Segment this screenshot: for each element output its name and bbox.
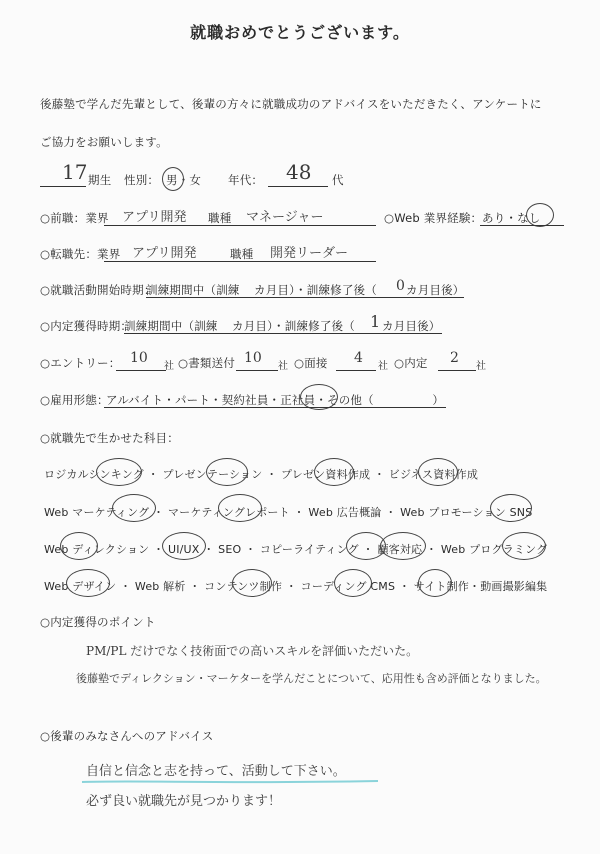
web-experience-nashi-circle	[526, 203, 554, 227]
entry-value: 10	[130, 350, 148, 366]
advice-line-2: 必ず良い就職先が見つかります！	[86, 794, 282, 809]
offer-time-underline	[124, 333, 442, 334]
subject-row-4: Web デザイン ・ Web 解析 ・ コンテンツ制作 ・ コーディング CMS ・ サイト制作・動画撮影編集	[44, 580, 548, 593]
web-experience-underline	[480, 225, 564, 226]
employment-underline	[104, 407, 446, 408]
intro-line-1: 後藤塾で学んだ先輩として、後輩の方々に就職成功のアドバイスをいただきたく、アンケートに	[40, 97, 542, 111]
subject-circle-contents	[232, 569, 272, 597]
term-value: 17	[62, 160, 88, 184]
subject-circle-web-design	[66, 569, 110, 597]
advice-line-1: 自信と信念と志を持って、活動して下さい。	[86, 764, 346, 779]
offer-time-text-c: カ月目後）	[382, 319, 441, 333]
term-label: 期生	[88, 173, 112, 187]
subject-circle-presen-docs	[314, 458, 354, 486]
subject-circle-logical	[96, 458, 142, 486]
subject-circle-coding	[334, 569, 372, 597]
new-job-type-value: 開発リーダー	[270, 246, 349, 261]
points-heading: ○内定獲得のポイント	[40, 615, 156, 629]
entry-label: ○エントリー：	[40, 356, 121, 370]
offer-time-label: ○内定獲得時期：	[40, 319, 133, 333]
job-hunt-start-value: 0	[396, 278, 405, 294]
new-job-underline	[104, 261, 376, 262]
offer-count-underline	[438, 370, 476, 371]
subject-circle-web-direction	[60, 532, 98, 560]
offer-count-value: 2	[450, 350, 459, 366]
subject-circle-presentation	[206, 458, 248, 486]
new-job-type-label: 職種	[230, 247, 254, 261]
job-hunt-start-text-a: 訓練期間中（訓練	[146, 283, 240, 297]
subject-row-1: ロジカルシンキング ・ プレゼンテーション ・ プレゼン資料作成 ・ ビジネス資料作成	[44, 468, 479, 481]
web-experience-label: ○Web 業界経験：	[384, 211, 483, 225]
age-underline	[268, 186, 328, 187]
term-underline	[40, 186, 86, 187]
subject-circle-site	[418, 569, 452, 597]
page-title: 就職おめでとうございます。	[190, 23, 410, 42]
interview-underline	[336, 370, 376, 371]
subject-circle-web-marketing	[112, 494, 156, 522]
job-hunt-start-text-c: カ月目後）	[406, 283, 465, 297]
new-job-industry: アプリ開発	[132, 246, 197, 261]
subject-circle-marketing-report	[218, 494, 262, 522]
docs-unit: 社	[278, 361, 289, 372]
prev-job-type-value: マネージャー	[246, 210, 324, 225]
subjects-heading: ○就職先で生かせた科目：	[40, 431, 179, 445]
points-line-2: 後藤塾でディレクション・マーケターを学んだことについて、応用性も含め評価となりました。	[76, 672, 547, 685]
prev-job-label: ○前職：業界	[40, 211, 109, 225]
offer-count-label: ○内定	[394, 356, 428, 370]
points-line-1: PM/PL だけでなく技術面での高いスキルを評価いただいた。	[86, 644, 419, 658]
docs-label: ○書類送付	[178, 356, 236, 370]
interview-unit: 社	[378, 361, 389, 372]
web-experience-options: あり・なし	[482, 211, 541, 225]
interview-value: 4	[354, 350, 363, 366]
job-hunt-start-label: ○就職活動開始時期：	[40, 283, 156, 297]
subject-row-2: Web マーケティング ・ マーケティングレポート ・ Web 広告概論 ・ Web プロモーション SNS	[44, 506, 533, 519]
subject-circle-uiux	[162, 532, 206, 560]
job-hunt-start-text-b: カ月目）・訓練修了後（	[254, 283, 377, 297]
docs-underline	[236, 370, 278, 371]
prev-job-industry: アプリ開発	[122, 210, 187, 225]
offer-time-text-b: カ月目）・訓練修了後（	[232, 319, 355, 333]
age-value: 48	[286, 160, 312, 184]
age-label: 年代：	[228, 173, 264, 187]
age-suffix: 代	[332, 173, 344, 187]
subject-circle-customer	[380, 532, 426, 560]
prev-job-underline	[104, 225, 376, 226]
employment-label: ○雇用形態：	[40, 393, 109, 407]
entry-unit: 社	[164, 361, 175, 372]
new-job-label: ○転職先：業界	[40, 247, 121, 261]
advice-heading: ○後輩のみなさんへのアドバイス	[40, 729, 214, 743]
intro-line-2: ご協力をお願いします。	[40, 135, 168, 149]
subject-row-3: Web ディレクション ・ UI/UX ・ SEO ・ コピーライティング ・ 顧客対応 ・ Web プログラミング	[44, 543, 548, 556]
subject-circle-sns	[490, 494, 532, 522]
job-hunt-start-underline	[146, 297, 464, 298]
gender-label: 性別：	[124, 173, 160, 187]
offer-count-unit: 社	[476, 361, 487, 372]
docs-value: 10	[244, 350, 262, 366]
interview-label: ○面接	[294, 356, 328, 370]
employment-options: アルバイト・パート・契約社員・正社員・その他（ ）	[106, 393, 445, 407]
subject-circle-business-docs	[418, 458, 458, 486]
gender-male-circle	[162, 167, 184, 191]
gender-options: 男・女	[166, 173, 202, 187]
prev-job-type-label: 職種	[208, 211, 232, 225]
subject-circle-web-programming	[502, 532, 546, 560]
entry-underline	[116, 370, 166, 371]
offer-time-text-a: 訓練期間中（訓練	[124, 319, 218, 333]
offer-time-value: 1	[370, 312, 381, 331]
advice-highlight-line	[80, 778, 380, 786]
